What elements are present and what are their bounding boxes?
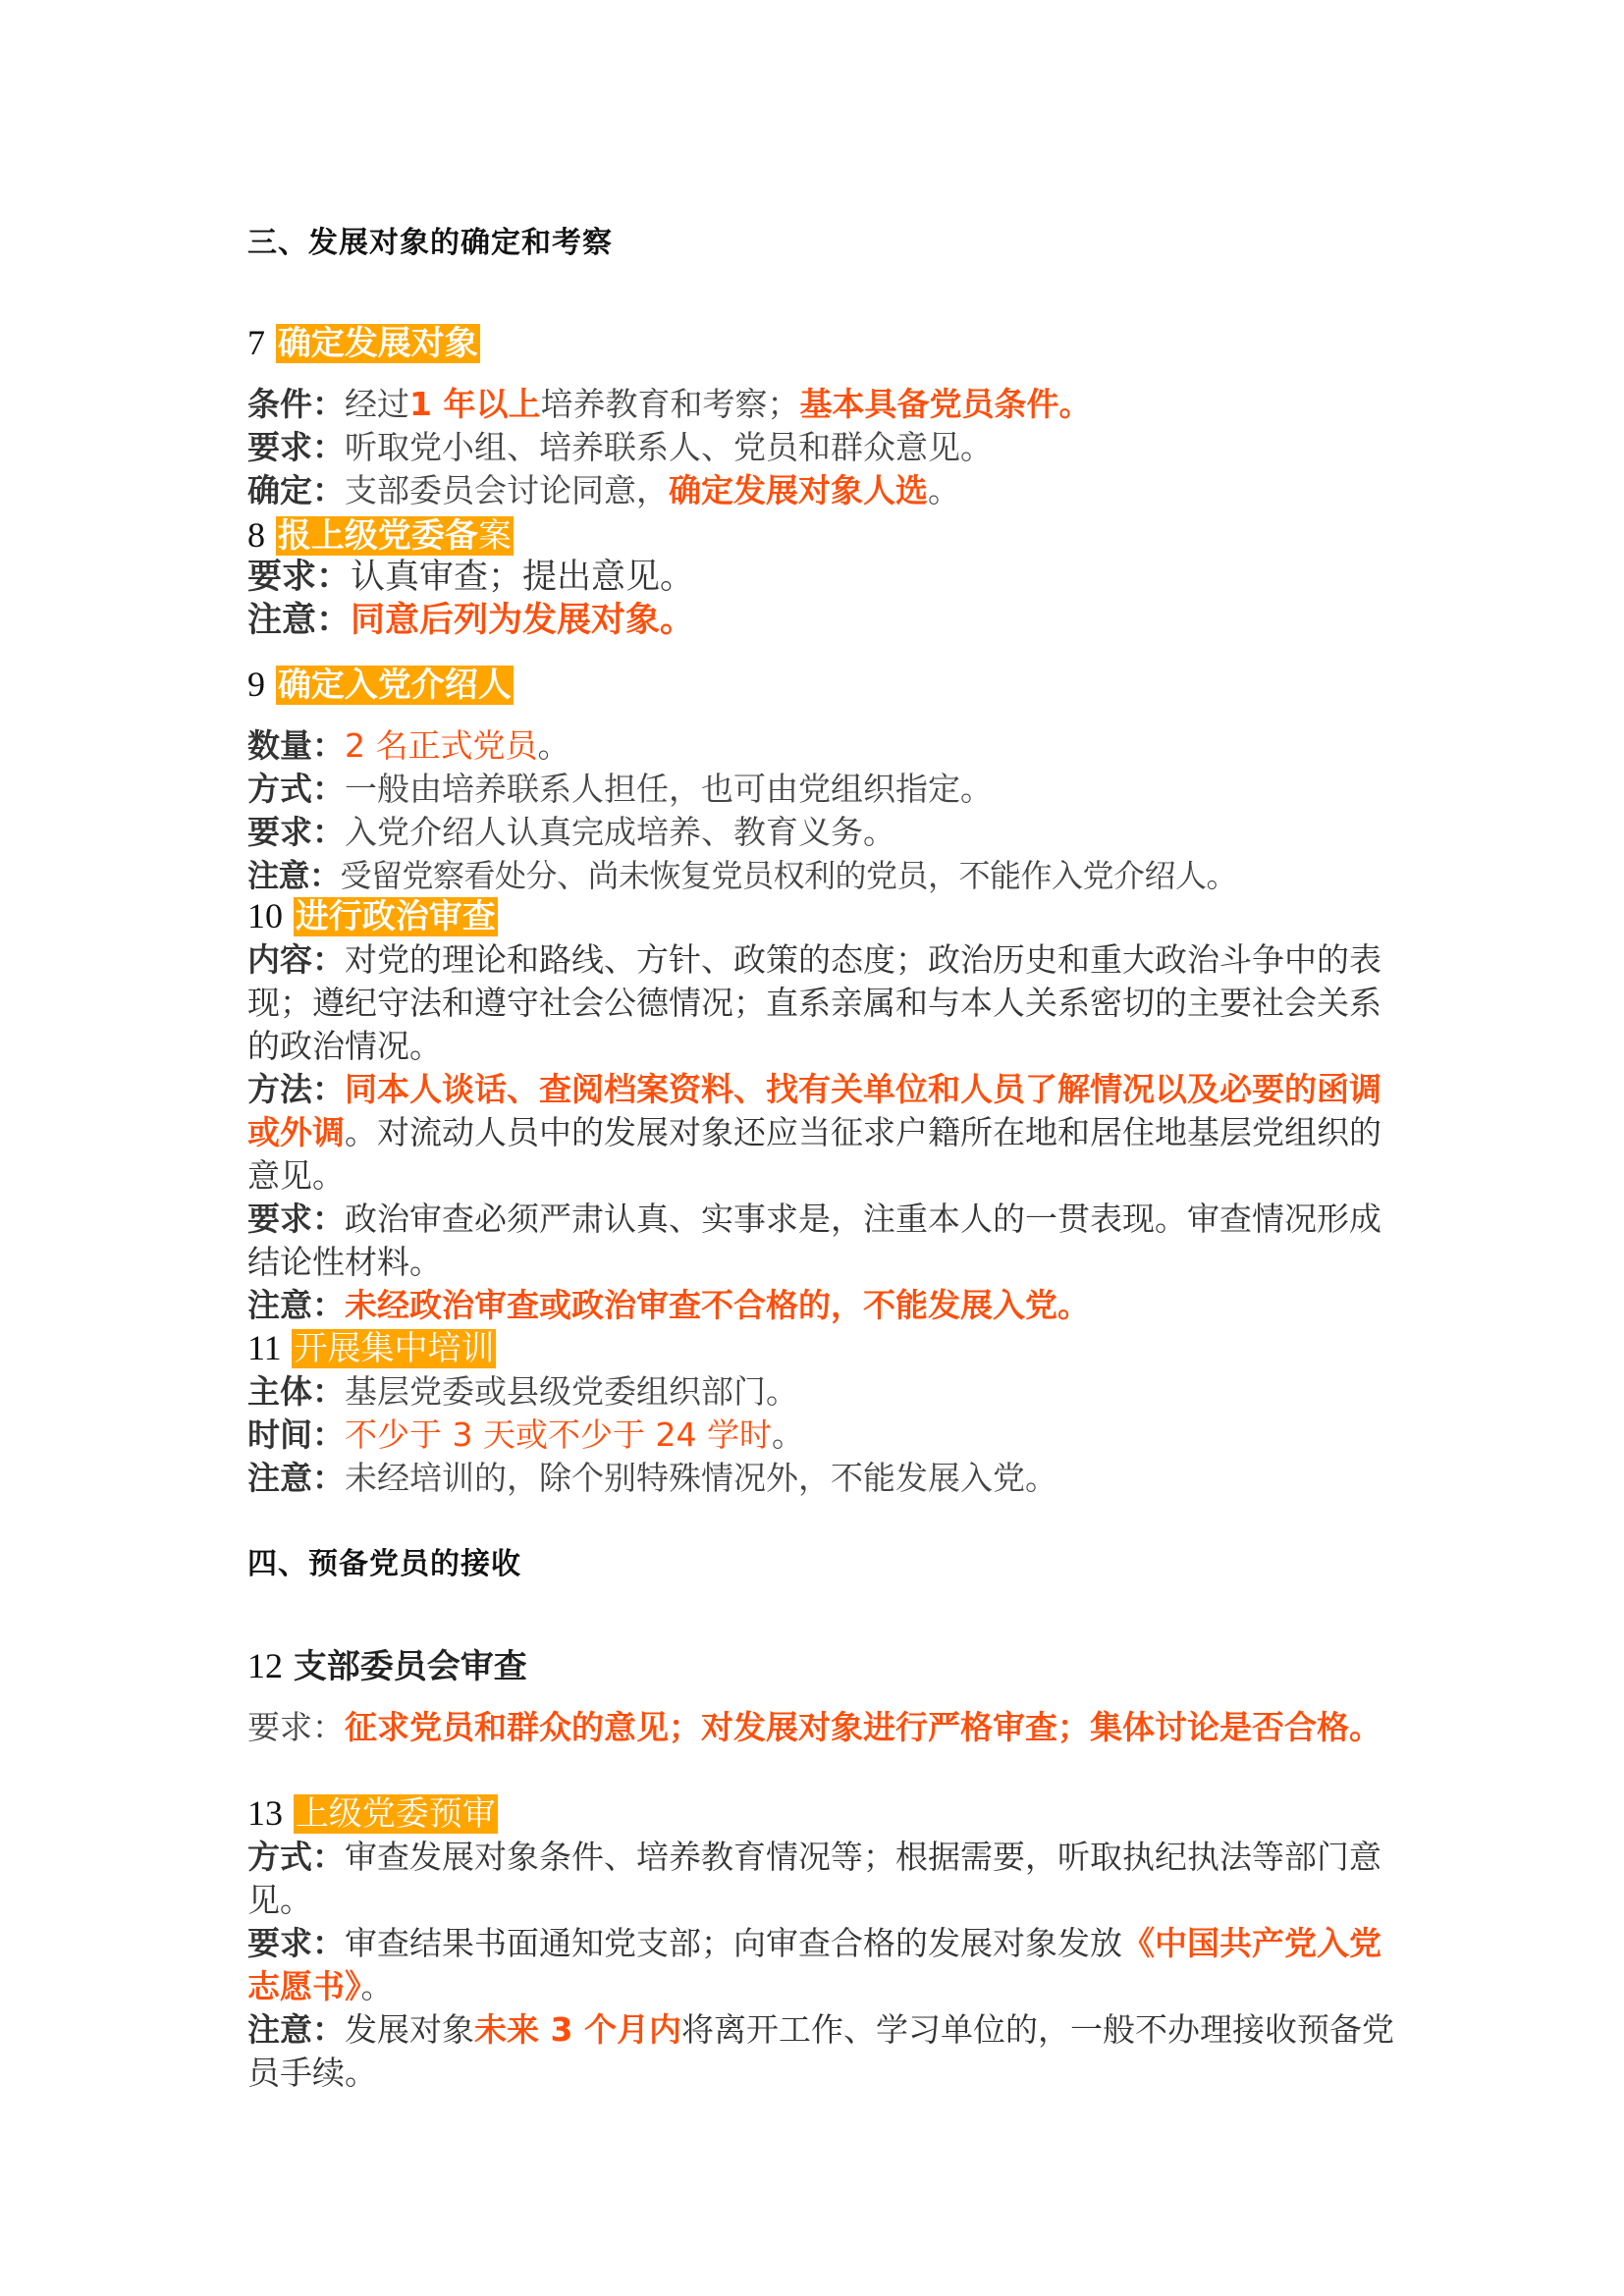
step-number: 12 <box>247 1646 283 1685</box>
step-10-heading <box>247 895 498 937</box>
line-text: 入党介绍人认真完成培养、教育义务。 <box>345 813 895 851</box>
step-12-line-requirement <box>247 1706 1396 1749</box>
step-9-heading <box>247 664 514 706</box>
line-label: 主体： <box>247 1372 345 1411</box>
emphasis-text: 《中国共产党入党志愿书》 <box>247 1924 1381 2005</box>
line-label: 数量： <box>247 726 345 765</box>
emphasis-text: 同意后列为发展对象。 <box>351 601 695 640</box>
step-13-line-note <box>247 2008 1396 2095</box>
line-label: 方法： <box>247 1070 345 1108</box>
step-7-line-determine <box>247 469 1406 512</box>
step-title-highlight <box>276 516 514 556</box>
step-13-line-requirement <box>247 1922 1396 2008</box>
line-label: 注意： <box>247 1286 345 1324</box>
line-text: 对党的理论和路线、方针、政策的态度；政治历史和重大政治斗争中的表现；遵纪守法和遵守社会公德情况；直系亲属和与本人关系密切的主要社会关系的政治情况。 <box>247 940 1381 1065</box>
emphasis-text: 征求党员和群众的意见；对发展对象进行严格审查；集体讨论是否合格。 <box>345 1708 1381 1746</box>
step-title-highlight: 确定入党介绍人 <box>277 666 512 705</box>
step-number: 11 <box>247 1328 282 1367</box>
line-label: 条件： <box>247 385 345 423</box>
section-title-3: 三、发展对象的确定和考察 <box>247 226 613 260</box>
step-8-line-requirement <box>247 556 1406 599</box>
step-title-highlight: 进行政治审查 <box>295 897 496 936</box>
line-label: 时间： <box>247 1415 345 1454</box>
step-11-line-subject <box>247 1370 1406 1414</box>
step-title-highlight: 开展集中培训 <box>294 1329 495 1368</box>
line-text: 培养教育和考察； <box>540 385 800 423</box>
line-label: 方式： <box>247 1838 345 1876</box>
step-9-line-method <box>247 768 1406 811</box>
step-10-line-content <box>247 938 1396 1068</box>
line-label: 要求： <box>247 428 345 466</box>
step-title-highlight: 上级党委预审 <box>295 1794 496 1834</box>
line-label: 要求： <box>247 1708 345 1746</box>
line-label: 要求： <box>247 558 352 597</box>
step-title: 支部委员会审查 <box>293 1647 527 1686</box>
step-7-line-requirement <box>247 426 1406 469</box>
step-title-bold: 报上级党委备 <box>277 516 478 556</box>
emphasis-text: 同本人谈话、查阅档案资料、找有关单位和人员了解情况以及必要的函调或外调 <box>247 1070 1381 1151</box>
line-text: 经过 <box>345 385 409 423</box>
line-text: 将离开工作、学习单位的，一般不办理接收预备党员手续。 <box>247 2010 1394 2092</box>
step-9-line-requirement <box>247 811 1406 854</box>
line-text: 未经培训的，除个别特殊情况外，不能发展入党。 <box>345 1459 1057 1497</box>
step-9-line-note <box>247 854 1406 897</box>
step-number: 7 <box>247 323 265 362</box>
emphasis-text: 不少于 3 天或不少于 24 学时 <box>345 1415 772 1454</box>
line-text: 听取党小组、培养联系人、党员和群众意见。 <box>345 428 993 466</box>
step-13-line-method <box>247 1836 1396 1922</box>
step-10-line-method <box>247 1068 1396 1198</box>
emphasis-text: 1 年以上 <box>409 385 541 423</box>
line-text: 受留党察看处分、尚未恢复党员权利的党员，不能作入党介绍人。 <box>340 857 1238 894</box>
line-text: 审查结果书面通知党支部；向审查合格的发展对象发放 <box>345 1924 1122 1962</box>
step-12-heading <box>247 1645 527 1687</box>
emphasis-text: 确定发展对象人选 <box>669 471 928 509</box>
line-text: 发展对象 <box>345 2010 474 2049</box>
step-number: 9 <box>247 665 265 704</box>
step-13-heading <box>247 1792 498 1835</box>
step-number: 8 <box>247 515 265 555</box>
line-text: 。 <box>928 471 960 509</box>
emphasis-text: 未来 3 个月内 <box>474 2010 681 2049</box>
line-label: 内容： <box>247 940 345 979</box>
line-label: 注意： <box>247 1459 345 1497</box>
step-7-line-condition <box>247 383 1406 426</box>
line-text: 审查发展对象条件、培养教育情况等；根据需要，听取执纪执法等部门意见。 <box>247 1838 1381 1919</box>
line-label: 要求： <box>247 1200 345 1238</box>
step-7-heading <box>247 322 480 364</box>
step-11-line-time <box>247 1414 1406 1457</box>
line-text: 。 <box>537 726 570 765</box>
step-11-line-note <box>247 1457 1406 1500</box>
emphasis-text: 2 名正式党员 <box>345 726 538 765</box>
line-text: 一般由培养联系人担任，也可由党组织指定。 <box>345 770 993 808</box>
line-text: 。对流动人员中的发展对象还应当征求户籍所在地和居住地基层党组织的意见。 <box>247 1113 1381 1195</box>
line-label: 要求： <box>247 813 345 851</box>
line-text: 支部委员会讨论同意， <box>345 471 669 509</box>
step-11-heading <box>247 1327 496 1369</box>
emphasis-text: 基本具备党员条件。 <box>799 385 1092 423</box>
line-label: 确定： <box>247 471 345 509</box>
step-title-highlight: 确定发展对象 <box>277 324 478 363</box>
line-text: 基层党委或县级党委组织部门。 <box>345 1372 798 1411</box>
step-number: 13 <box>247 1793 283 1833</box>
line-label: 方式： <box>247 770 345 808</box>
line-text: 政治审查必须严肃认真、实事求是，注重本人的一贯表现。审查情况形成结论性材料。 <box>247 1200 1381 1281</box>
section-title-4: 四、预备党员的接收 <box>247 1547 521 1581</box>
line-text: 。 <box>771 1415 804 1454</box>
emphasis-text: 未经政治审查或政治审查不合格的，不能发展入党。 <box>345 1286 1090 1324</box>
line-text: 认真审查；提出意见。 <box>351 558 695 597</box>
line-label: 注意： <box>247 2010 345 2049</box>
line-text: 。 <box>360 1967 394 2005</box>
line-label: 要求： <box>247 1924 345 1962</box>
line-label: 注意： <box>247 601 352 640</box>
step-8-line-note <box>247 599 1406 642</box>
step-8-heading <box>247 514 514 557</box>
line-label: 注意： <box>247 857 341 894</box>
step-title-thin: 案 <box>477 516 512 556</box>
step-9-line-quantity <box>247 724 1406 768</box>
step-10-line-requirement <box>247 1198 1396 1284</box>
step-10-line-note <box>247 1284 1406 1327</box>
step-number: 10 <box>247 896 283 935</box>
